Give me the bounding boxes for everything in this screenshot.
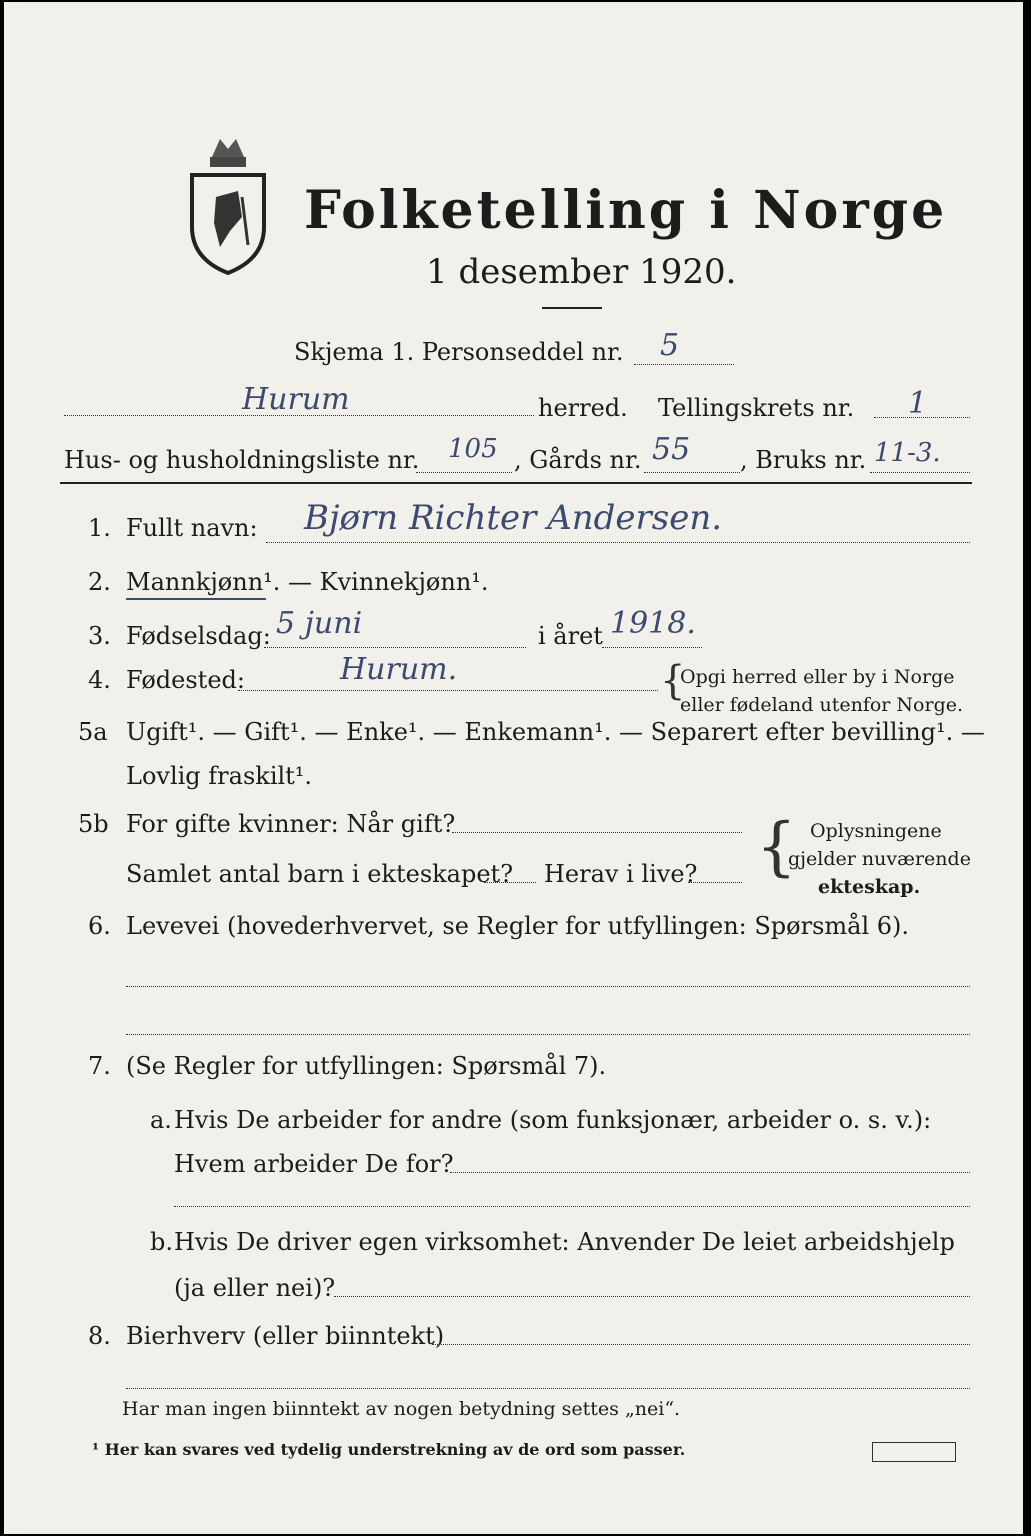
q7-number: 7. — [88, 1052, 111, 1080]
q5b-number: 5b — [78, 810, 109, 838]
dotted-line — [870, 472, 970, 473]
q3-year-label: i året — [538, 622, 603, 650]
q5b-note-3: ekteskap. — [818, 876, 921, 898]
q5b-label: For gifte kvinner: Når gift? — [126, 810, 456, 838]
q6-label: Levevei (hovederhvervet, se Regler for utfyllingen: Spørsmål 6). — [126, 912, 910, 940]
dotted-line — [874, 417, 970, 418]
dotted-line — [634, 364, 734, 365]
dotted-line — [644, 472, 740, 473]
q7b-label: Hvis De driver egen virksomhet: Anvender De leiet arbeidshjelp — [174, 1228, 955, 1256]
dotted-line — [238, 690, 658, 691]
q8-number: 8. — [88, 1322, 111, 1350]
q5a-number: 5a — [78, 718, 108, 746]
q3-day-value: 5 juni — [276, 606, 363, 641]
dotted-line — [174, 1206, 970, 1207]
dotted-line — [452, 832, 742, 833]
q5b-note-2: gjelder nuværende — [788, 848, 971, 870]
gards-value: 55 — [652, 432, 691, 467]
q4-note-1: Opgi herred eller by i Norge — [680, 666, 955, 688]
bottom-note: Har man ingen biinntekt av nogen betydning settes „nei“. — [122, 1398, 681, 1420]
section-divider — [60, 482, 972, 484]
brace: { — [756, 810, 797, 884]
divider — [542, 307, 602, 309]
personseddel-value: 5 — [660, 328, 680, 363]
bruks-label: , Bruks nr. — [740, 446, 867, 474]
tellingskrets-label: Tellingskrets nr. — [658, 394, 855, 422]
q3-number: 3. — [88, 622, 111, 650]
q7a-letter: a. — [150, 1106, 172, 1134]
q7b-letter: b. — [150, 1228, 173, 1256]
q5b-children-label: Samlet antal barn i ekteskapet? — [126, 860, 514, 888]
q6-number: 6. — [88, 912, 111, 940]
printer-stamp — [872, 1442, 956, 1462]
q1-label: Fullt navn: — [126, 514, 258, 542]
q7b-label-2: (ja eller nei)? — [174, 1274, 336, 1302]
dotted-line — [266, 542, 970, 543]
tellingskrets-value: 1 — [908, 386, 928, 421]
q1-number: 1. — [88, 514, 111, 542]
hus-value: 105 — [448, 434, 498, 464]
q7a-label-2: Hvem arbeider De for? — [174, 1150, 454, 1178]
herred-label: herred. — [538, 394, 628, 422]
q3-year-value: 1918. — [610, 606, 696, 641]
q7-label: (Se Regler for utfyllingen: Spørsmål 7). — [126, 1052, 607, 1080]
herred-value: Hurum — [242, 382, 350, 417]
hus-label: Hus- og husholdningsliste nr. — [64, 446, 420, 474]
q5b-note-1: Oplysningene — [810, 820, 942, 842]
q5b-alive-label: Herav i live? — [544, 860, 698, 888]
bruks-value: 11-3. — [874, 438, 941, 468]
dotted-line — [126, 1388, 970, 1389]
footnote: ¹ Her kan svares ved tydelig understrekning av de ord som passer. — [92, 1440, 686, 1459]
dotted-line — [688, 882, 742, 883]
schema-label: Skjema 1. Personseddel nr. — [294, 338, 624, 366]
dotted-line — [484, 882, 536, 883]
q7a-label: Hvis De arbeider for andre (som funksjonær, arbeider o. s. v.): — [174, 1106, 932, 1134]
dotted-line — [450, 1172, 970, 1173]
gards-label: , Gårds nr. — [514, 446, 642, 474]
dotted-line — [334, 1296, 970, 1297]
q4-label: Fødested: — [126, 666, 245, 694]
q4-note-2: eller fødeland utenfor Norge. — [680, 694, 964, 716]
q2-number: 2. — [88, 568, 111, 596]
q2-underline — [126, 598, 266, 600]
dotted-line — [432, 1344, 970, 1345]
q8-label: Bierhverv (eller biinntekt) — [126, 1322, 445, 1350]
q3-label: Fødselsdag: — [126, 622, 271, 650]
q5a-label-2: Lovlig fraskilt¹. — [126, 762, 313, 790]
dotted-line — [126, 986, 970, 987]
dotted-line — [126, 1034, 970, 1035]
census-form — [4, 2, 1023, 1534]
q4-value: Hurum. — [340, 652, 458, 687]
norwegian-coat-of-arms — [182, 127, 274, 277]
dotted-line — [602, 647, 702, 648]
form-date: 1 desember 1920. — [426, 252, 737, 292]
q2-label: Mannkjønn¹. — Kvinnekjønn¹. — [126, 568, 489, 596]
q5a-label: Ugift¹. — Gift¹. — Enke¹. — Enkemann¹. — Separert efter bevilling¹. — — [126, 718, 985, 746]
q4-number: 4. — [88, 666, 111, 694]
brace: { — [660, 658, 686, 704]
dotted-line — [416, 472, 512, 473]
dotted-line — [264, 647, 526, 648]
dotted-line — [64, 415, 534, 416]
form-title: Folketelling i Norge — [304, 180, 948, 241]
q1-value: Bjørn Richter Andersen. — [304, 498, 723, 538]
